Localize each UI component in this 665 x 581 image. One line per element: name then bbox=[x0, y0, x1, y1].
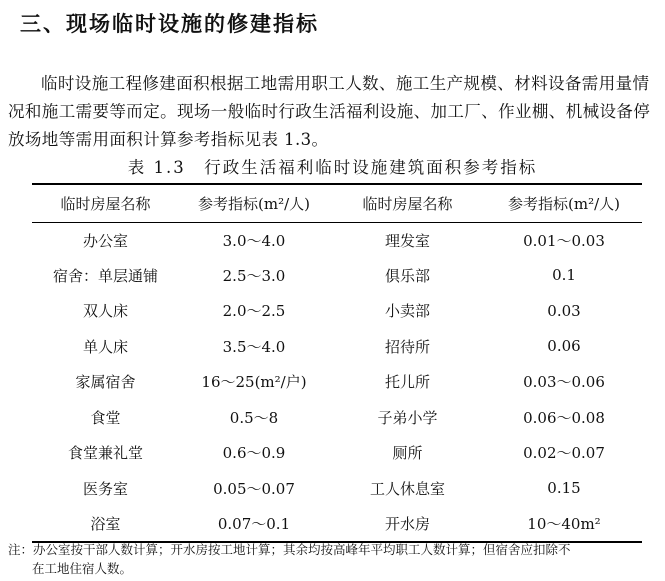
cell: 0.6～0.9 bbox=[222, 444, 286, 463]
table-row bbox=[32, 364, 642, 400]
cell: 子弟小学 bbox=[377, 408, 438, 427]
table-row bbox=[32, 329, 642, 365]
cell: 0.05～0.07 bbox=[213, 479, 295, 498]
header-index-1: 参考指标(m²/人) bbox=[198, 194, 310, 213]
cell: 16～25(m²/户) bbox=[201, 373, 307, 392]
cell: 工人休息室 bbox=[369, 479, 445, 498]
cell: 3.5～4.0 bbox=[222, 337, 286, 356]
cell: 0.07～0.1 bbox=[217, 514, 291, 533]
table-row bbox=[32, 471, 642, 507]
note-line-2: 在工地住宿人数。 bbox=[32, 561, 133, 576]
table-note bbox=[8, 540, 660, 578]
table-row bbox=[32, 435, 642, 471]
cell: 办公室 bbox=[82, 231, 128, 250]
cell: 0.06 bbox=[547, 337, 581, 356]
cell: 医务室 bbox=[82, 479, 128, 498]
cell: 2.0～2.5 bbox=[222, 302, 286, 321]
body-paragraph: 临时设施工程修建面积根据工地需用职工人数、施工生产规模、材料设备需用量情况和施工需要等而定。现场一般临时行政生活福利设施、加工厂、作业棚、机械设备停放场地等需用面积计算参考指标见表 1.3。 bbox=[8, 74, 651, 149]
table-row bbox=[32, 400, 642, 436]
header-name-2: 临时房屋名称 bbox=[362, 194, 453, 213]
cell: 食堂 bbox=[90, 408, 121, 427]
cell: 3.0～4.0 bbox=[222, 231, 286, 250]
cell: 2.5～3.0 bbox=[222, 266, 286, 285]
cell: 开水房 bbox=[384, 514, 430, 533]
cell: 0.06～0.08 bbox=[523, 408, 605, 427]
cell: 0.1 bbox=[552, 266, 576, 285]
cell: 双人床 bbox=[82, 302, 128, 321]
cell: 0.15 bbox=[547, 479, 581, 498]
cell: 理发室 bbox=[384, 231, 430, 250]
table-header-row bbox=[32, 184, 642, 222]
cell: 0.03 bbox=[547, 301, 581, 320]
cell: 家属宿舍 bbox=[75, 373, 136, 392]
cell: 托儿所 bbox=[384, 373, 430, 392]
cell: 浴室 bbox=[90, 514, 121, 533]
cell: 俱乐部 bbox=[384, 266, 430, 285]
table-caption: 表 1.3 行政生活福利临时设施建筑面积参考指标 bbox=[127, 158, 538, 177]
cell: 小卖部 bbox=[384, 302, 430, 321]
header-name-1: 临时房屋名称 bbox=[60, 194, 151, 213]
cell: 0.01～0.03 bbox=[523, 231, 605, 250]
cell: 0.03～0.06 bbox=[523, 373, 605, 392]
cell: 单人床 bbox=[82, 337, 128, 356]
cell: 10～40m² bbox=[527, 514, 601, 533]
table-row bbox=[32, 222, 642, 258]
header-index-2: 参考指标(m²/人) bbox=[508, 194, 620, 213]
table-row bbox=[32, 293, 642, 329]
table-row bbox=[32, 506, 642, 542]
note-line-1: 注：办公室按干部人数计算；开水房按工地计算；其余均按高峰年平均职工人数计算；但宿舍应扣除不 bbox=[8, 542, 571, 557]
cell: 招待所 bbox=[384, 337, 430, 356]
cell: 宿舍：单层通铺 bbox=[52, 266, 158, 285]
section-title: 三、现场临时设施的修建指标 bbox=[20, 12, 319, 36]
table-row bbox=[32, 258, 642, 294]
reference-table bbox=[32, 183, 642, 543]
cell: 食堂兼礼堂 bbox=[67, 444, 143, 463]
cell: 0.02～0.07 bbox=[523, 444, 605, 463]
cell: 0.5～8 bbox=[229, 408, 279, 427]
cell: 厕所 bbox=[392, 444, 423, 463]
